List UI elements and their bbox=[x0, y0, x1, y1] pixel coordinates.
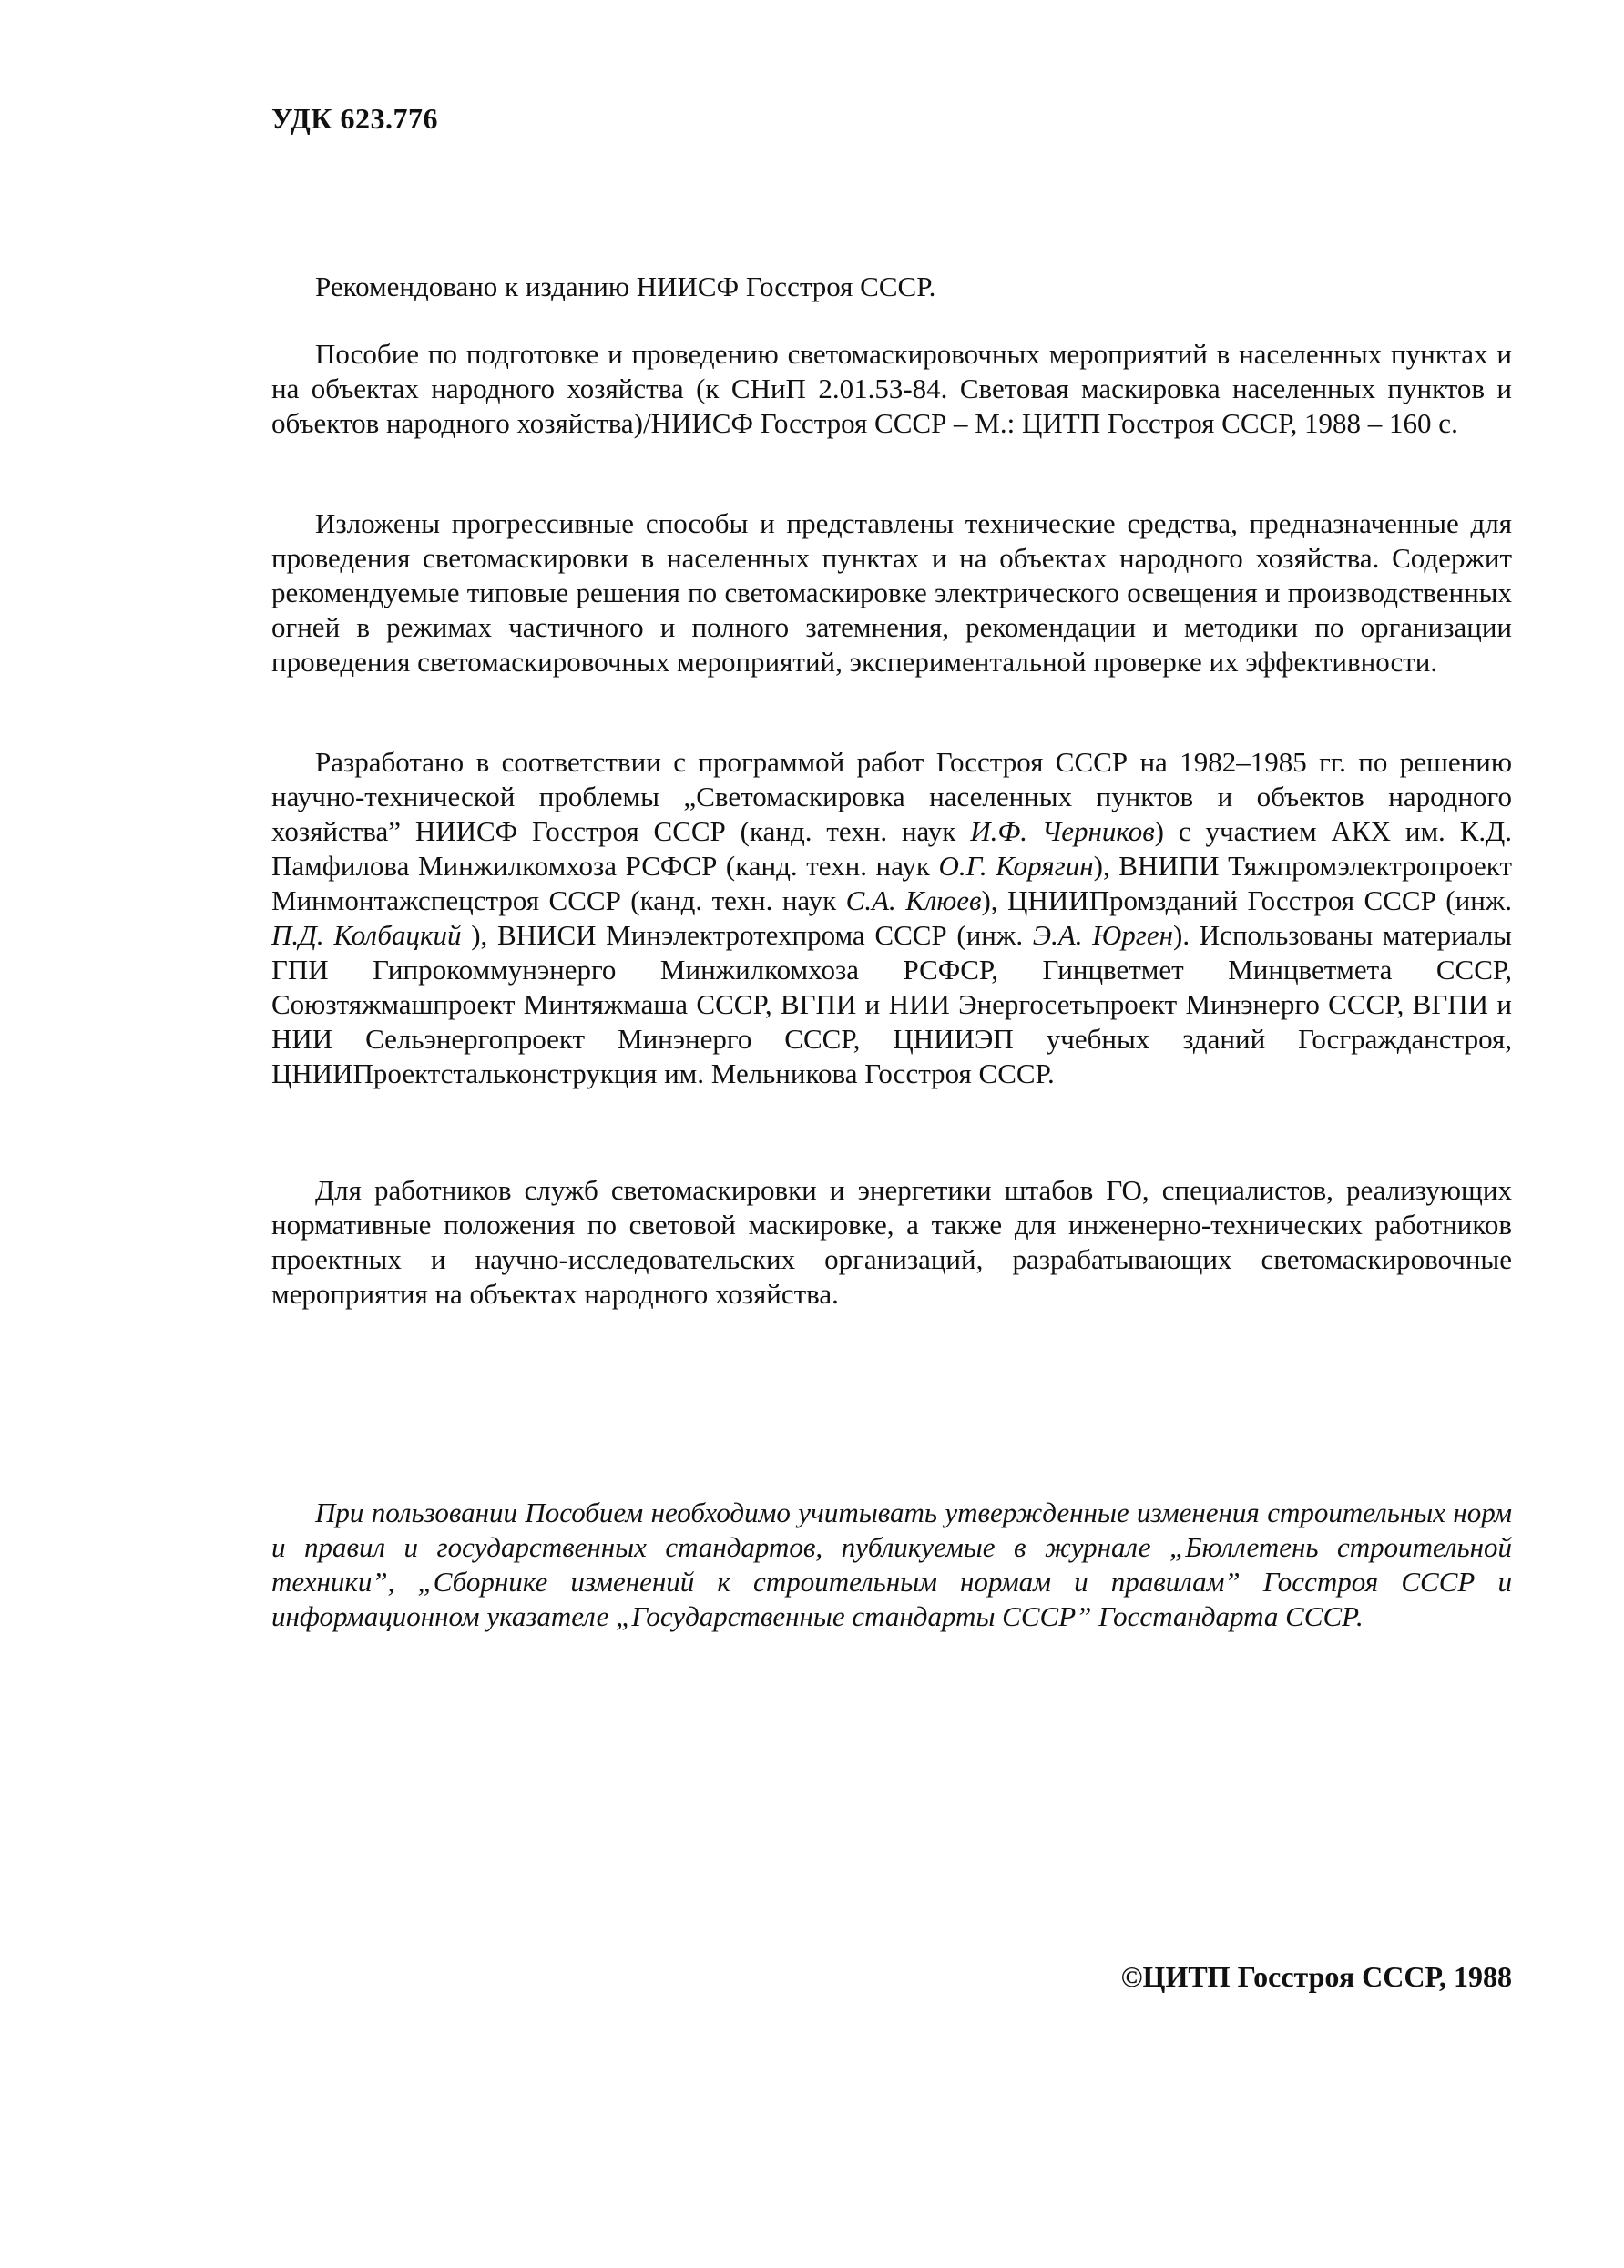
copyright: ©ЦИТП Госстроя СССР, 1988 bbox=[1120, 1960, 1512, 1993]
developers-text-part: Разработано в соответствии с программой работ Госстроя СССР на 1982–1985 гг. по решению научно-технической проблемы „Светомаскировка населенных пунктов и объектов народного хозяйства” НИИСФ Госстроя СССР (канд. техн. наук bbox=[271, 746, 1512, 847]
audience-paragraph bbox=[271, 1173, 1512, 1312]
developers-paragraph bbox=[271, 745, 1512, 1091]
developers-text-part: ). Использованы материалы ГПИ Гипрокоммунэнерго Минжилкомхоза РСФСР, Гинцветмет Минцветмета СССР, Союзтяжмашпроект Минтяжмаша СССР, ВГПИ и НИИ Энергосетьпроект Минэнерго СССР, ВГПИ и НИИ Сельэнергопроект Минэнерго СССР, ЦНИИЭП учебных зданий Госгражданстроя, ЦНИИПроектстальконструкция им. Мельникова Госстроя СССР. bbox=[271, 919, 1513, 1089]
usage-note-text: При пользовании Пособием необходимо учитывать утвержденные изменения строительных норм и правил и государственных стандартов, публикуемые в журнале „Бюллетень строительной техники”, „Сборнике изменений к строительным нормам и правилам” Госстроя СССР и информационном указателе „Государственные стандарты СССР” Госстандарта СССР. bbox=[271, 1497, 1512, 1632]
recommendation-paragraph bbox=[271, 270, 1512, 304]
developers-text bbox=[271, 745, 1512, 1091]
developers-text-part: ), ЦНИИПромзданий Госстроя СССР (инж. bbox=[981, 884, 1512, 916]
author-name: И.Ф. Черников bbox=[970, 815, 1155, 847]
udk-code: УДК 623.776 bbox=[271, 102, 438, 135]
developers-text-part: ), ВНИПИ Тяжпромэлектропроект Минмонтажспецстроя СССР (канд. техн. наук bbox=[271, 850, 1512, 916]
developers-text-part: ), ВНИСИ Минэлектротехпрома СССР (инж. bbox=[461, 919, 1033, 951]
usage-note bbox=[271, 1496, 1512, 1634]
bibliographic-text: Пособие по подготовке и проведению светомаскировочных мероприятий в населенных пунктах и на объектах народного хозяйства (к СНиП 2.01.53-84. Световая маскировка населенных пунктов и объектов народного хозяйства)/НИИСФ Госстроя СССР – М.: ЦИТП Госстроя СССР, 1988 – 160 с. bbox=[271, 338, 1512, 439]
author-name: Э.А. Юрген bbox=[1032, 919, 1173, 951]
author-name: О.Г. Корягин bbox=[938, 850, 1094, 882]
summary-text: Изложены прогрессивные способы и представлены технические средства, предназначенные для проведения светомаскировки в населенных пунктах и на объектах народного хозяйства. Содержит рекомендуемые типовые решения по светомаскировке электрического освещения и производственных огней в режимах частичного и полного затемнения, рекомендации и методики по организации проведения светомаскировочных мероприятий, экспериментальной проверке их эффективности. bbox=[271, 507, 1512, 678]
author-name: С.А. Клюев bbox=[845, 884, 982, 916]
recommendation-text: Рекомендовано к изданию НИИСФ Госстроя СССР. bbox=[315, 271, 936, 302]
summary-paragraph bbox=[271, 506, 1512, 679]
developers-text-part: ) с участием АКХ им. К.Д. Памфилова Минжилкомхоза РСФСР (канд. техн. наук bbox=[271, 815, 1513, 882]
audience-text: Для работников служб светомаскировки и энергетики штабов ГО, специалистов, реализующих нормативные положения по световой маскировке, а также для инженерно-технических работников проектных и научно-исследовательских организаций, разрабатывающих светомаскировочные мероприятия на объектах народного хозяйства. bbox=[271, 1174, 1512, 1310]
author-name: П.Д. Колбацкий bbox=[271, 919, 462, 951]
bibliographic-description bbox=[271, 337, 1512, 441]
